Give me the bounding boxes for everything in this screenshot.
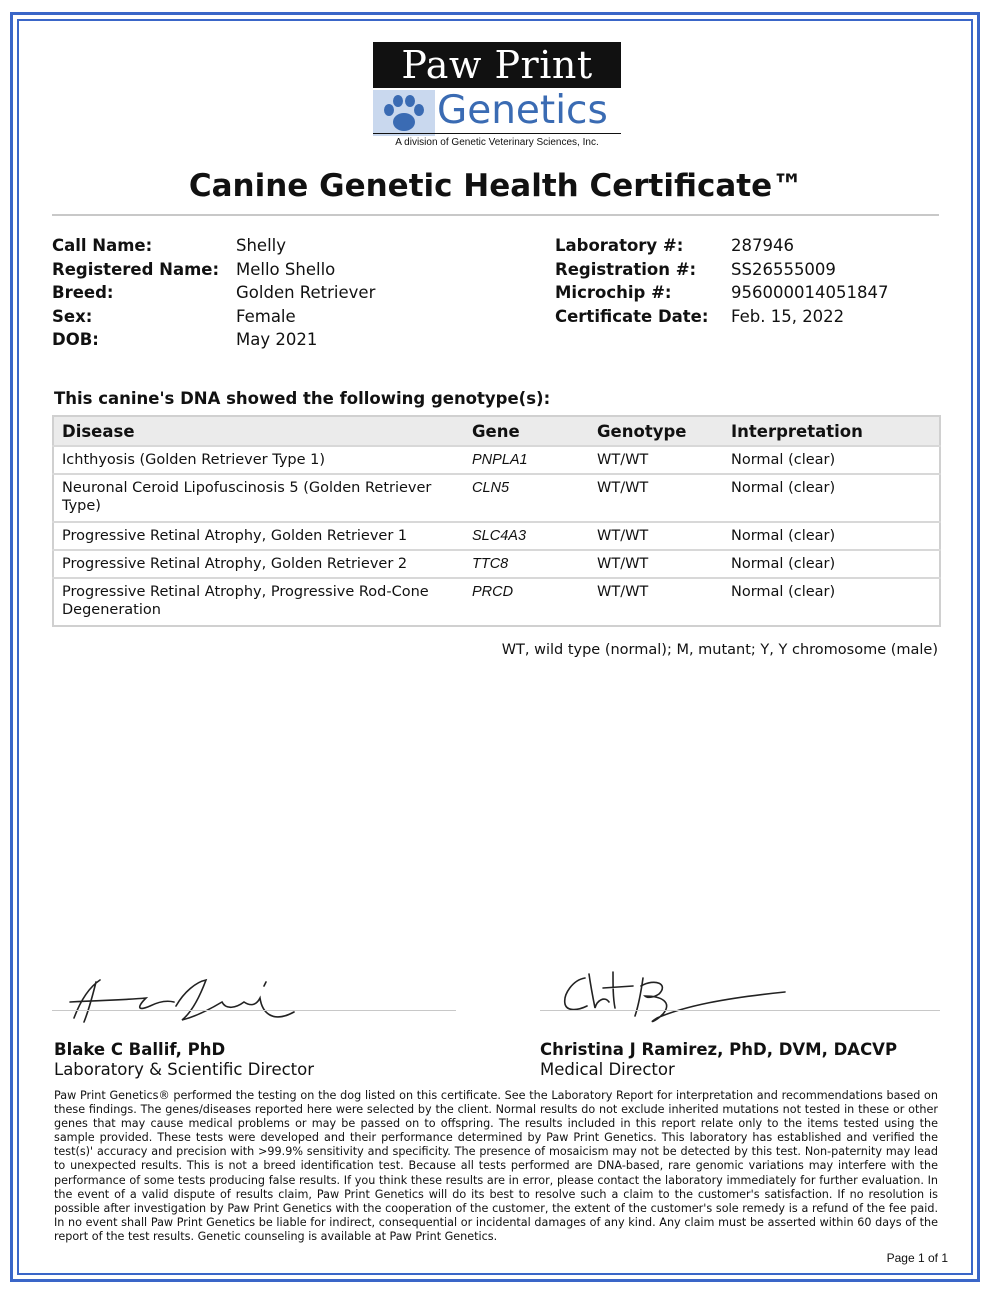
info-value: 287946 [731, 236, 794, 255]
info-value: Shelly [236, 236, 287, 255]
disease-cell: Ichthyosis (Golden Retriever Type 1) [53, 446, 464, 474]
genotype-cell: WT/WT [589, 446, 723, 474]
info-label: Microchip #: [555, 283, 672, 302]
table-row [53, 578, 940, 626]
disease-cell: Progressive Retinal Atrophy, Golden Retriever 2 [53, 550, 464, 578]
genotype-cell: WT/WT [589, 522, 723, 550]
dog-info-right [555, 234, 888, 328]
info-row-call-name [52, 234, 375, 258]
info-label: Registered Name: [52, 259, 220, 279]
genotype-cell: WT/WT [589, 550, 723, 578]
signer-role-right: Medical Director [540, 1060, 675, 1079]
logo-line1: Paw Print [373, 42, 621, 88]
disease-cell: Neuronal Ceroid Lipofuscinosis 5 (Golden Retriever Type) [53, 474, 464, 522]
column-header-interpretation: Interpretation [723, 416, 940, 446]
page-number: Page 1 of 1 [886, 1251, 948, 1265]
paw-icon [373, 90, 435, 136]
interpretation-cell: Normal (clear) [723, 522, 940, 550]
info-value: Feb. 15, 2022 [731, 306, 845, 326]
info-row-laboratory-number [555, 234, 888, 258]
legal-disclaimer: Paw Print Genetics® performed the testing on the dog listed on this certificate. See the Laboratory Report for interpretation and recommendations based on these findings. The genes/diseases reported here were selected by the client. Normal results do not exclude inherited mutations not tested in these or other genes that may cause medical problems or may be passed on to offspring. The results included in this report relate only to the items tested using the sample provided. These tests were developed and their performance determined by Paw Print Genetics. This laboratory has established and verified the test(s)' accuracy and precision with >99.9% sensitivity and specificity. The presence of mosaicism may not be detected by this test. Non-paternity may lead to unexpected results. This is not a breed identification test. Because all tests performed are DNA-based, rare genomic variations may interfere with the performance of some tests producing false results. If you think these results are in error, please contact the laboratory immediately for further evaluation. In the event of a valid dispute of results claim, Paw Print Genetics will do its best to resolve such a claim to the customer's satisfaction. If no resolution is possible after investigation by Paw Print Genetics with the cooperation of the customer, the extent of the customer's sole remedy is a refund of the fee paid. In no event shall Paw Print Genetics be liable for indirect, consequential or incidental damages of any kind. Any claim must be asserted within 60 days of the report of the test results. Genetic counseling is available at Paw Print Genetics. [54, 1089, 938, 1243]
info-row-registration-number [555, 258, 888, 282]
signature-ramirez [555, 966, 795, 1030]
signer-name-right: Christina J Ramirez, PhD, DVM, DACVP [540, 1040, 898, 1059]
dog-info-left [52, 234, 375, 352]
gene-cell: TTC8 [464, 550, 589, 578]
info-row-breed [52, 281, 375, 305]
disease-cell: Progressive Retinal Atrophy, Golden Retriever 1 [53, 522, 464, 550]
info-label: Laboratory #: [555, 236, 684, 255]
genotype-cell: WT/WT [589, 474, 723, 522]
info-label: Sex: [52, 306, 93, 326]
column-header-genotype: Genotype [589, 416, 723, 446]
table-row [53, 446, 940, 474]
signature-line-right [540, 1010, 940, 1011]
info-value: 956000014051847 [731, 283, 889, 302]
info-row-certificate-date [555, 305, 888, 329]
info-label: DOB: [52, 330, 99, 349]
table-row [53, 522, 940, 550]
interpretation-cell: Normal (clear) [723, 474, 940, 522]
genotype-cell: WT/WT [589, 578, 723, 626]
logo-division-text: A division of Genetic Veterinary Sciences, Inc. [373, 133, 621, 150]
table-row [53, 474, 940, 522]
info-row-microchip-number [555, 281, 888, 305]
logo-line2: Genetics [437, 88, 608, 133]
interpretation-cell: Normal (clear) [723, 578, 940, 626]
info-row-dob [52, 328, 375, 352]
gene-cell: PNPLA1 [464, 446, 589, 474]
table-row [53, 550, 940, 578]
signer-role-left: Laboratory & Scientific Director [54, 1060, 315, 1079]
info-value: May 2021 [236, 330, 318, 349]
gene-cell: PRCD [464, 578, 589, 626]
interpretation-cell: Normal (clear) [723, 550, 940, 578]
column-header-gene: Gene [464, 416, 589, 446]
info-label: Certificate Date: [555, 306, 709, 326]
column-header-disease: Disease [53, 416, 464, 446]
genotype-table [52, 415, 941, 627]
info-value: Mello Shello [236, 259, 336, 279]
info-value: SS26555009 [731, 259, 836, 279]
signature-line-left [52, 1010, 456, 1011]
disease-cell: Progressive Retinal Atrophy, Progressive Rod-Cone Degeneration [53, 578, 464, 626]
info-value: Golden Retriever [236, 283, 376, 302]
title-divider [52, 214, 939, 216]
certificate-title: Canine Genetic Health Certificate™ [188, 168, 804, 204]
genotype-legend-note: WT, wild type (normal); M, mutant; Y, Y chromosome (male) [501, 642, 938, 658]
interpretation-cell: Normal (clear) [723, 446, 940, 474]
gene-cell: CLN5 [464, 474, 589, 522]
info-row-registered-name [52, 258, 375, 282]
info-label: Breed: [52, 283, 114, 302]
info-label: Call Name: [52, 236, 153, 255]
info-row-sex [52, 305, 375, 329]
signature-ballif [66, 972, 306, 1030]
signer-name-left: Blake C Ballif, PhD [54, 1040, 226, 1059]
paw-print-genetics-logo [373, 42, 621, 152]
table-header-row [53, 416, 940, 446]
info-label: Registration #: [555, 259, 697, 279]
info-value: Female [236, 306, 296, 326]
gene-cell: SLC4A3 [464, 522, 589, 550]
dna-section-heading: This canine's DNA showed the following genotype(s): [54, 389, 551, 408]
